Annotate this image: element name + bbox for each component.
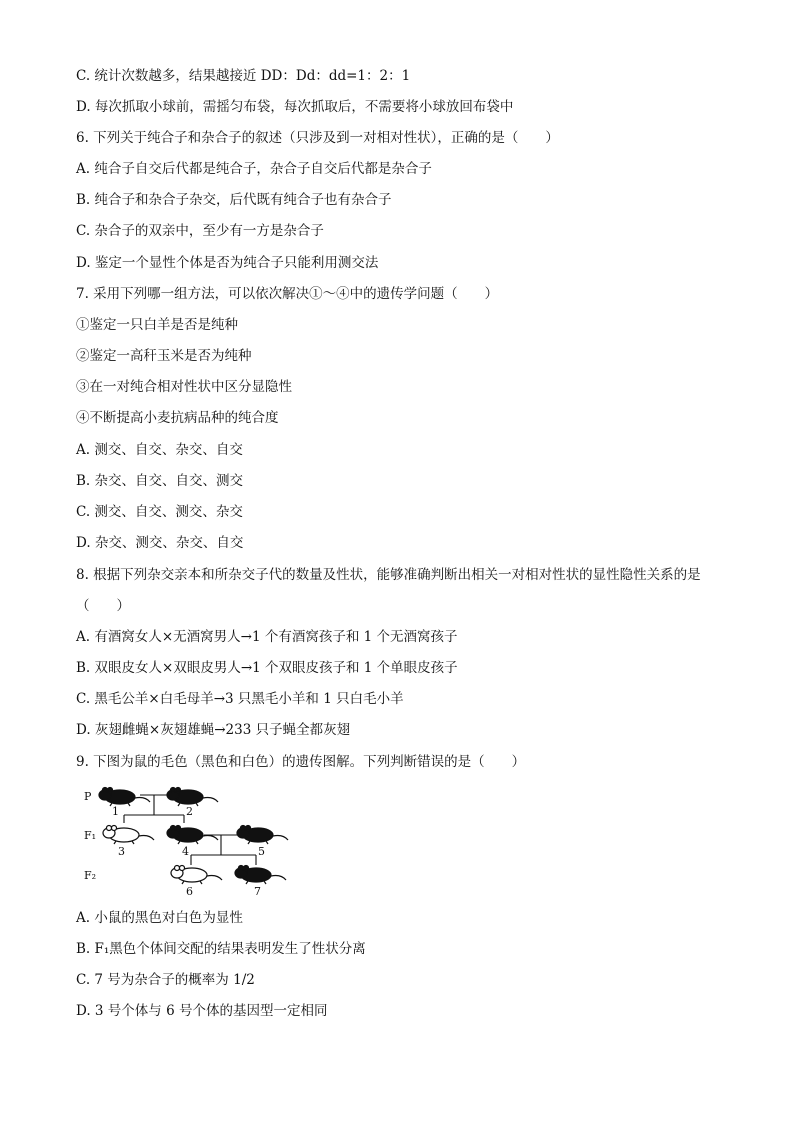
option-6c: C. 杂合子的双亲中，至少有一方是杂合子 [76, 223, 324, 239]
option-6b: B. 纯合子和杂合子杂交，后代既有纯合子也有杂合子 [76, 192, 392, 208]
mouse-pedigree-diagram [80, 783, 320, 901]
mouse-6-white [171, 866, 222, 885]
mouse-number-7: 7 [254, 885, 261, 898]
question-6: 6. 下列关于纯合子和杂合子的叙述（只涉及到一对相对性状），正确的是（ ） [76, 130, 559, 146]
option-6d: D. 鉴定一个显性个体是否为纯合子只能利用测交法 [76, 255, 379, 271]
item-7-1: ①鉴定一只白羊是否是纯种 [76, 317, 238, 333]
option-9b: B. F₁黑色个体间交配的结果表明发生了性状分离 [76, 941, 366, 957]
mouse-number-6: 6 [186, 885, 193, 898]
line-5c: C. 统计次数越多，结果越接近 DD：Dd：dd=1：2：1 [76, 68, 411, 84]
mouse-number-2: 2 [186, 805, 193, 818]
line-5d: D. 每次抓取小球前，需摇匀布袋，每次抓取后，不需要将小球放回布袋中 [76, 99, 514, 115]
mouse-number-5: 5 [258, 845, 265, 858]
gen-label-f1: F₁ [84, 829, 97, 842]
gen-label-f2: F₂ [84, 869, 97, 882]
mouse-1-black [99, 788, 150, 807]
option-9d: D. 3 号个体与 6 号个体的基因型一定相同 [76, 1003, 328, 1019]
mouse-number-1: 1 [112, 805, 119, 818]
mouse-5-black [237, 826, 288, 845]
option-8c: C. 黑毛公羊×白毛母羊→3 只黑毛小羊和 1 只白毛小羊 [76, 691, 404, 707]
mouse-number-4: 4 [182, 845, 189, 858]
option-7b: B. 杂交、自交、自交、测交 [76, 473, 244, 489]
item-7-2: ②鉴定一高秆玉米是否为纯种 [76, 348, 252, 364]
option-8a: A. 有酒窝女人×无酒窝男人→1 个有酒窝孩子和 1 个无酒窝孩子 [76, 629, 458, 645]
mouse-3-white [103, 826, 154, 845]
option-9c: C. 7 号为杂合子的概率为 1/2 [76, 972, 255, 988]
option-8b: B. 双眼皮女人×双眼皮男人→1 个双眼皮孩子和 1 个单眼皮孩子 [76, 660, 458, 676]
mouse-7-black [235, 866, 286, 885]
option-7a: A. 测交、自交、杂交、自交 [76, 442, 243, 458]
option-7d: D. 杂交、测交、杂交、自交 [76, 535, 244, 551]
mouse-2-black [167, 788, 218, 807]
question-8: 8. 根据下列杂交亲本和所杂交子代的数量及性状，能够准确判断出相关一对相对性状的显性隐性关系的是 [76, 567, 701, 583]
question-8-blank: （ ） [76, 598, 130, 614]
option-6a: A. 纯合子自交后代都是纯合子，杂合子自交后代都是杂合子 [76, 161, 432, 177]
mouse-number-3: 3 [118, 845, 125, 858]
item-7-3: ③在一对纯合相对性状中区分显隐性 [76, 379, 292, 395]
item-7-4: ④不断提高小麦抗病品种的纯合度 [76, 410, 279, 426]
question-9: 9. 下图为鼠的毛色（黑色和白色）的遗传图解。下列判断错误的是（ ） [76, 754, 526, 770]
option-9a: A. 小鼠的黑色对白色为显性 [76, 910, 243, 926]
option-7c: C. 测交、自交、测交、杂交 [76, 504, 243, 520]
option-8d: D. 灰翅雌蝇×灰翅雄蝇→233 只子蝇全都灰翅 [76, 722, 351, 738]
question-7: 7. 采用下列哪一组方法，可以依次解决①～④中的遗传学问题（ ） [76, 286, 499, 302]
gen-label-p: P [84, 790, 92, 803]
